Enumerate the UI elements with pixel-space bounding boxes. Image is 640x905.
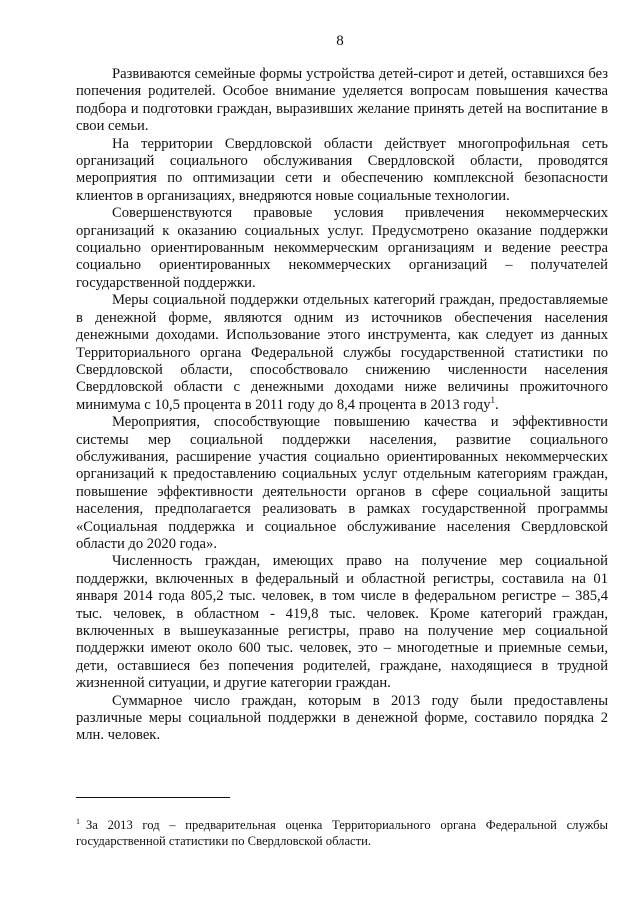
paragraph-family-forms: Развиваются семейные формы устройства детей-сирот и детей, оставшихся без попечения родителей. Особое внимание уделяется вопросам повышения качества подбора и подготовки граждан, выразивших желание принять детей на воспитание в свои семьи.: [76, 66, 608, 135]
footnote-marker: 1: [76, 816, 80, 826]
paragraph-total-recipients: Суммарное число граждан, которым в 2013 году были предоставлены различные меры социальной поддержки в денежной форме, составило порядка 2 млн. человек.: [76, 692, 608, 744]
paragraph-monetary-support-text: Меры социальной поддержки отдельных категорий граждан, предоставляемые в денежной форме, являются одним из источников обеспечения населения денежными доходами. Использование этого инструмента, как следует из данных Территориального органа Федеральной службы государственной статистики по Свердловской области, способствовало снижению численности населения Свердловской области с денежными доходами ниже величины прожиточного минимума с 10,5 процента в 2011 году до 8,4 процента в 2013 году: [76, 292, 608, 413]
paragraph-nonprofit-conditions: Совершенствуются правовые условия привлечения некоммерческих организаций к оказанию социальных услуг. Предусмотрено оказание поддержки социально ориентированным некоммерческим организациям и ведение реестра социально ориентированных некоммерческих организаций – получателей государственной поддержки.: [76, 205, 608, 291]
footnote-text: За 2013 год – предварительная оценка Территориального органа Федеральной службы государственной статистики по Свердловской области.: [76, 818, 608, 848]
paragraph-program-measures: Мероприятия, способствующие повышению качества и эффективности системы мер социальной поддержки населения, развитие социального обслуживания, расширение участия социально ориентированных некоммерческих организаций к предоставлению социальных услуг отдельным категориям граждан, повышение эффективности деятельности органов в сфере социальной защиты населения, предполагается реализовать в рамках государственной программы «Социальная поддержка и социальное обслуживание населения Свердловской области до 2020 года».: [76, 414, 608, 552]
footnote: [76, 817, 608, 849]
paragraph-social-network: На территории Свердловской области действует многопрофильная сеть организаций социального обслуживания Свердловской области, проводятся мероприятия по оптимизации сети и обеспечению комплексной безопасности клиентов в организациях, внедряются новые социальные технологии.: [76, 135, 608, 204]
page-number: 8: [336, 33, 344, 49]
footnote-reference: 1: [490, 394, 496, 405]
paragraph-monetary-support: [76, 292, 608, 414]
sentence-end: .: [495, 396, 499, 413]
body-text: [76, 66, 608, 745]
footnote-divider: [76, 797, 230, 798]
paragraph-registry-counts: Численность граждан, имеющих право на получение мер социальной поддержки, включенных в федеральный и областной регистры, составила на 01 января 2014 года 805,2 тыс. человек, в том числе в федеральном регистре – 385,4 тыс. человек, в областном - 419,8 тыс. человек. Кроме категорий граждан, включенных в вышеуказанные регистры, право на получение мер социальной поддержки имеют около 600 тыс. человек, это – многодетные и приемные семьи, дети, оставшиеся без попечения родителей, граждане, находящиеся в трудной жизненной ситуации, и другие категории граждан.: [76, 553, 608, 692]
